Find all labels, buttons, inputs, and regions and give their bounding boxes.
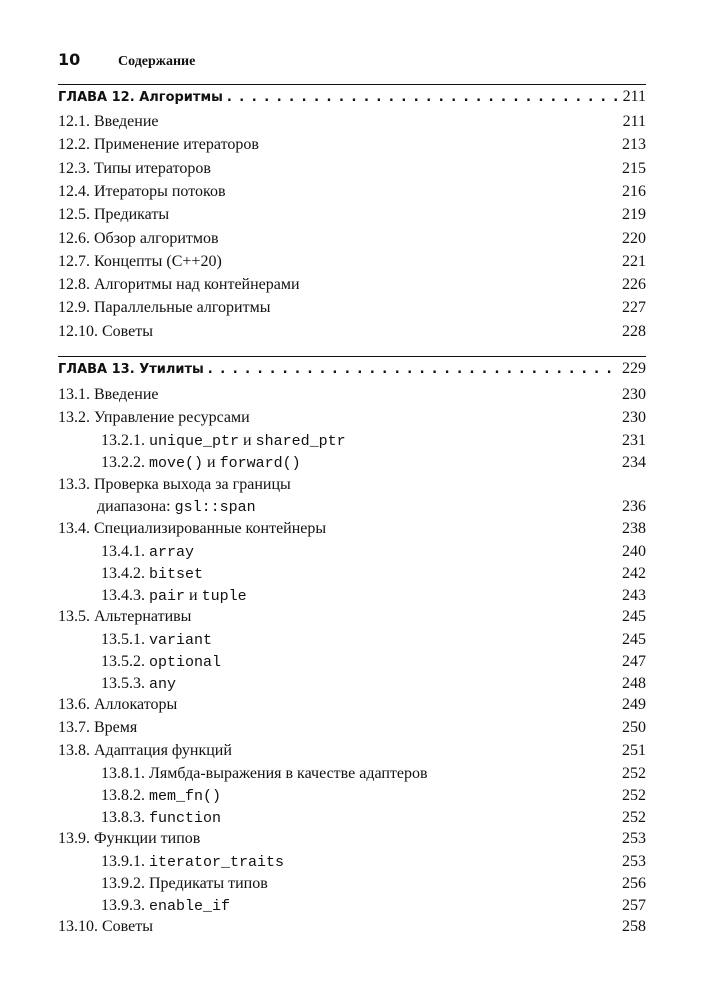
toc-entry[interactable] — [58, 386, 646, 408]
toc-entry[interactable] — [58, 608, 646, 630]
toc-entry[interactable] — [58, 206, 646, 228]
chapter-title: ГЛАВА 13. Утилиты — [58, 362, 204, 377]
entry-number: 13.2. — [58, 409, 90, 426]
entry-page: 236 — [622, 498, 646, 515]
toc-entry[interactable] — [58, 160, 646, 182]
entry-number: 13.9.1. — [101, 853, 145, 870]
entry-code: move() — [149, 455, 204, 472]
entry-page: 238 — [622, 520, 646, 537]
entry-number: 12.7. — [58, 252, 90, 270]
entry-page: 252 — [622, 787, 646, 804]
entry-title: Концепты (C++20) — [94, 252, 222, 270]
entry-number: 13.4. — [58, 520, 90, 537]
entry-page: 257 — [622, 897, 646, 914]
entry-number: 13.4.1. — [101, 543, 145, 560]
entry-title: Итераторы потоков — [94, 182, 226, 200]
toc-subentry[interactable] — [101, 454, 646, 476]
toc-subentry[interactable] — [101, 809, 646, 831]
entry-number: 13.5.2. — [101, 653, 145, 670]
entry-page: 227 — [622, 299, 646, 317]
entry-number: 13.3. — [58, 476, 90, 493]
toc-subentry[interactable] — [101, 653, 646, 675]
entry-title: Лямбда-выражения в качестве адаптеров — [149, 765, 428, 782]
entry-number: 12.4. — [58, 182, 90, 200]
toc-subentry[interactable] — [101, 853, 646, 875]
entry-title: Алгоритмы над контейнерами — [94, 276, 300, 294]
entry-code: gsl::span — [174, 499, 256, 516]
entry-page: 216 — [622, 182, 646, 200]
entry-page: 245 — [622, 631, 646, 648]
entry-page: 250 — [622, 719, 646, 736]
chapter-title: ГЛАВА 12. Алгоритмы — [58, 90, 223, 105]
entry-page: 247 — [622, 653, 646, 670]
entry-title-continued: диапазона: — [97, 498, 171, 515]
entry-number: 13.1. — [58, 386, 90, 403]
dot-leader — [227, 90, 619, 105]
entry-title: Функции типов — [94, 830, 201, 847]
entry-page: 253 — [622, 853, 646, 870]
entry-page: 240 — [622, 543, 646, 560]
entry-page: 256 — [622, 875, 646, 892]
entry-title: Советы — [102, 918, 153, 935]
entry-conjunction: и — [189, 587, 198, 604]
entry-code: enable_if — [149, 898, 231, 915]
entry-title: Введение — [94, 113, 159, 130]
entry-number: 13.5.1. — [101, 631, 145, 648]
dot-leader — [208, 362, 618, 377]
entry-number: 12.5. — [58, 206, 90, 224]
toc-entry[interactable] — [58, 918, 646, 940]
toc-subentry[interactable] — [101, 765, 646, 787]
entry-number: 12.10. — [58, 322, 98, 340]
entry-number: 13.9.3. — [101, 897, 145, 914]
entry-number: 13.9.2. — [101, 875, 145, 892]
entry-page: 245 — [622, 608, 646, 625]
entry-code: shared_ptr — [255, 433, 346, 450]
entry-title: Управление ресурсами — [94, 409, 250, 426]
entry-page: 249 — [622, 696, 646, 713]
entry-page: 226 — [622, 276, 646, 294]
toc-entry[interactable] — [58, 113, 646, 135]
toc-entry[interactable] — [58, 323, 646, 345]
entry-page: 248 — [622, 675, 646, 692]
entry-title: Обзор алгоритмов — [94, 229, 219, 247]
entry-page: 243 — [622, 587, 646, 604]
entry-number: 13.7. — [58, 719, 90, 736]
entry-conjunction: и — [243, 432, 252, 449]
entry-number: 13.9. — [58, 830, 90, 847]
entry-page: 252 — [622, 765, 646, 782]
entry-page: 221 — [622, 252, 646, 270]
entry-code: iterator_traits — [149, 854, 285, 871]
toc-subentry[interactable] — [101, 587, 646, 609]
entry-number: 12.6. — [58, 229, 90, 247]
toc-subentry[interactable] — [101, 675, 646, 697]
entry-number: 13.10. — [58, 918, 98, 935]
entry-title: Типы итераторов — [94, 159, 211, 177]
toc-entry[interactable] — [58, 299, 646, 321]
entry-page: 220 — [622, 229, 646, 247]
entry-number: 13.8. — [58, 742, 90, 759]
running-title: Содержание — [118, 54, 196, 69]
entry-page: 258 — [622, 918, 646, 935]
entry-page: 230 — [622, 386, 646, 403]
entry-title: Время — [94, 719, 138, 736]
toc-entry[interactable] — [58, 276, 646, 298]
entry-title: Аллокаторы — [94, 696, 178, 713]
entry-number: 13.8.1. — [101, 765, 145, 782]
chapter-heading[interactable] — [58, 88, 646, 110]
chapter-rule — [58, 84, 646, 85]
entry-code: mem_fn() — [149, 788, 222, 805]
entry-number: 13.4.2. — [101, 565, 145, 582]
entry-code: array — [149, 544, 195, 561]
chapter-heading[interactable] — [58, 360, 646, 382]
page-number: 10 — [58, 50, 81, 69]
entry-page: 252 — [622, 809, 646, 826]
toc-entry[interactable] — [58, 830, 646, 852]
entry-title: Специализированные контейнеры — [94, 520, 327, 537]
entry-title: Предикаты — [94, 206, 170, 224]
entry-number: 13.5.3. — [101, 675, 145, 692]
toc-entry[interactable] — [58, 409, 646, 431]
entry-number: 13.4.3. — [101, 587, 145, 604]
entry-title: Введение — [94, 386, 159, 403]
toc-subentry[interactable] — [101, 787, 646, 809]
entry-number: 13.5. — [58, 608, 90, 625]
chapter-page: 211 — [622, 88, 646, 105]
entry-title: Проверка выхода за границы — [94, 476, 291, 493]
entry-code: function — [149, 810, 222, 827]
entry-page: 215 — [622, 159, 646, 177]
entry-code: optional — [149, 654, 222, 671]
entry-title: Альтернативы — [94, 608, 192, 625]
entry-code: any — [149, 676, 177, 693]
entry-page: 213 — [622, 136, 646, 154]
toc-subentry[interactable] — [101, 543, 646, 565]
entry-page: 219 — [622, 206, 646, 224]
entry-page: 242 — [622, 565, 646, 582]
toc-entry[interactable] — [58, 476, 646, 520]
entry-code: tuple — [201, 588, 247, 605]
entry-number: 13.6. — [58, 696, 90, 713]
toc-entry[interactable] — [58, 253, 646, 275]
entry-number: 12.9. — [58, 299, 90, 317]
entry-page: 230 — [622, 409, 646, 426]
entry-title: Адаптация функций — [94, 742, 232, 759]
entry-title: Предикаты типов — [149, 875, 268, 892]
toc-subentry[interactable] — [101, 631, 646, 653]
entry-page: 228 — [622, 322, 646, 340]
entry-code: variant — [149, 632, 213, 649]
toc-subentry[interactable] — [101, 897, 646, 919]
toc-subentry[interactable] — [101, 875, 646, 897]
entry-code: forward() — [219, 455, 301, 472]
chapter-page: 229 — [622, 360, 646, 377]
entry-conjunction: и — [207, 454, 216, 471]
toc-entry[interactable] — [58, 136, 646, 158]
entry-page: 234 — [622, 454, 646, 471]
page-header — [58, 50, 195, 70]
entry-number: 12.8. — [58, 276, 90, 294]
entry-number: 12.3. — [58, 159, 90, 177]
toc-subentry[interactable] — [101, 565, 646, 587]
entry-page: 253 — [622, 830, 646, 847]
entry-code: pair — [149, 588, 186, 605]
entry-title: Применение итераторов — [94, 136, 259, 154]
entry-number: 13.8.3. — [101, 809, 145, 826]
toc-subentry[interactable] — [101, 432, 646, 454]
entry-page: 231 — [622, 432, 646, 449]
entry-title: Параллельные алгоритмы — [94, 299, 271, 317]
entry-number: 12.2. — [58, 136, 90, 154]
entry-number: 12.1. — [58, 113, 90, 130]
entry-page: 211 — [622, 113, 646, 130]
entry-code: bitset — [149, 566, 204, 583]
toc-entry[interactable] — [58, 230, 646, 252]
toc-entry[interactable] — [58, 742, 646, 764]
toc-entry[interactable] — [58, 520, 646, 542]
entry-number: 13.2.2. — [101, 454, 145, 471]
entry-number: 13.8.2. — [101, 787, 145, 804]
toc-entry[interactable] — [58, 183, 646, 205]
entry-number: 13.2.1. — [101, 432, 145, 449]
entry-title: Советы — [102, 322, 153, 340]
entry-page: 251 — [622, 742, 646, 759]
chapter-rule — [58, 356, 646, 357]
toc-entry[interactable] — [58, 696, 646, 718]
entry-code: unique_ptr — [149, 433, 240, 450]
toc-entry[interactable] — [58, 719, 646, 741]
